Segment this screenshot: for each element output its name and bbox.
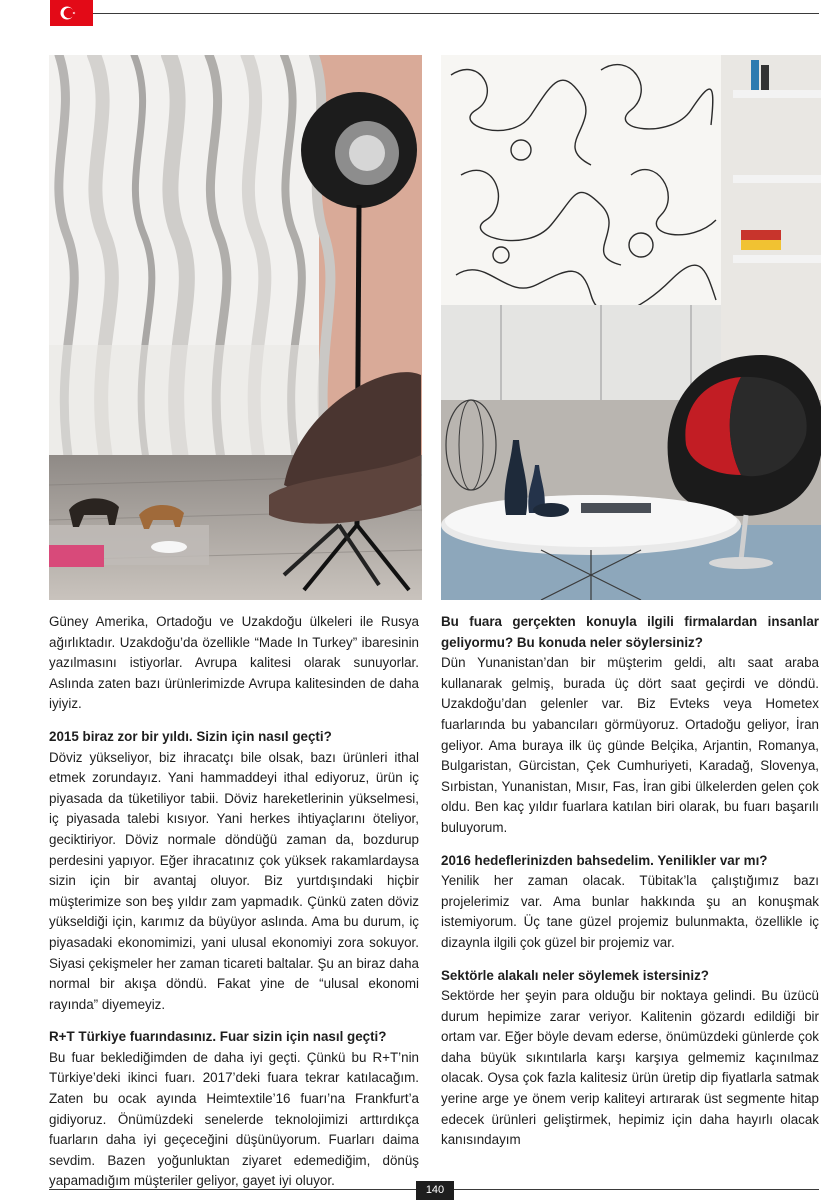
interview-question: 2016 hedeflerinizden bahsedelim. Yenilikler var mı?: [441, 852, 768, 868]
paragraph: Sektörde her şeyin para olduğu bir noktaya gelindi. Bu üzücü durum hepimize zarar veriyor. Kalitenin gözardı edildiği bir ortam var. Eğer böyle devam ederse, önümüzdeki günlerde çok daha büyük sıkıntılarla karşı karşıya gelmemiz kaçınılmaz olacak. Oysa çok fazla kalitesiz ürün üretip dip fiyatlarla satmak yerine arge ye önem verip kaliteyi artırarak üst segmente hitap edecek ürünleri geliştirmek, hepimiz için daha hayırlı olacak kanısındayım: [441, 988, 819, 1148]
photo-living-room-scribble-blind: [441, 55, 821, 600]
paragraph: Yenilik her zaman olacak. Tübitak’la çalıştığımız bazı projelerimiz var. Ama bunlar hakkında şu an konuşmak istemiyorum. Üç tane güzel projemiz bulunmakta, özellikle iç dizaynla ilgili çok güzel bir projemiz var.: [441, 873, 819, 950]
turkish-flag-icon: [50, 0, 93, 26]
photo-living-room-wave-blind: [49, 55, 422, 600]
paragraph: Dün Yunanistan’dan bir müşterim geldi, altı saat araba kullanarak gelmiş, burada üç dört saat geçirdi ve döndü. Uzakdoğu’dan gelenler var. Biz Evteks veya Hometex fuarlarında bu yabancıları görmüyoruz. Ortadoğu geliyor, İran geliyor. Ama buraya ilk üç günde Belçika, Arjantin, Romanya, Bulgaristan, Gürcistan, Çek Cumhuriyeti, Karadağ, Slovenya, Sırbistan, Yunanistan, Mısır, Fas, İran gibi ülkelerden gelen çok oldu. Ben kaç yıldır fuarlara katılan biri olarak, bu fuarı başarılı buluyorum.: [441, 655, 819, 835]
article-column-right: [441, 612, 819, 1151]
interview-question: 2015 biraz zor bir yıldı. Sizin için nasıl geçti?: [49, 728, 332, 744]
interview-question: R+T Türkiye fuarındasınız. Fuar sizin için nasıl geçti?: [49, 1029, 387, 1045]
flag-emblem: [50, 0, 93, 26]
paragraph: Bu fuar beklediğimden de daha iyi geçti. Çünkü bu R+T’nin Türkiye’deki ikinci fuarı. 2017’deki fuara tekrar katılacağım. Zaten bu ocak ayında Heimtextile’16 fuarı’na Frankfurt’a gidiyoruz. Önümüzdeki senelerde teknolojimizi arttırdıkça fuarların daha iyi geçeceğini düşünüyorum. Fuarları daima sevdim. Bazen yoğunluktan ziyaret edemediğim, dönüş yapamadığım müşteriler geliyor, gayet iyi oluyor.: [49, 1049, 419, 1189]
header-rule: [93, 13, 819, 14]
interview-question: Sektörle alakalı neler söylemek istersiniz?: [441, 967, 709, 983]
article-column-left: [49, 612, 419, 1192]
interview-question: Bu fuara gerçekten konuyla ilgili firmalardan insanlar geliyormu? Bu konuda neler söylersiniz?: [441, 614, 819, 650]
paragraph: Güney Amerika, Ortadoğu ve Uzakdoğu ülkeleri ile Rusya ağırlıktadır. Uzakdoğu’da özellikle “Made In Turkey” ibaresinin yazılmasını istiyorlar. Avrupa kalitesi olarak sunuyorlar. Aslında zaten bazı ürünlerimizde Avrupa kalitesinden de daha iyiyiz.: [49, 614, 419, 712]
paragraph: Döviz yükseliyor, biz ihracatçı bile olsak, bazı ürünleri ithal etmek zorundayız. Yani hammaddeyi ithal ediyoruz, ürün iç piyasada da tüketiliyor tabii. Döviz hareketlerinin yükselmesi, iç piyasada talebi kısıyor. Yani herkes ihtiyaçlarını öteliyor, geciktiriyor. Döviz normale döndüğü zaman da, bozdurup perdesini yapıyor. Eğer ihracatınız çok yüksek rakamlardaysa sizin için bir avantaj oluyor. Biz yurtdışındaki hiçbir müşterimize son beş yıldır zam yapmadık. Çünkü zaten döviz yükseldiği için, karımız da büyüyor aslında. Ama bu durum, iç piyasadaki ekonomimizi, yani ulusal ekonomiyi zora sokuyor. Siyasi çekişmeler her zaman ticareti baltalar. Şu an biraz daha normal bir akışa döndü. Fakat yine de “ulusal ekonomi rayında” diyemeyiz.: [49, 749, 419, 1012]
page-number: 140: [416, 1181, 454, 1200]
